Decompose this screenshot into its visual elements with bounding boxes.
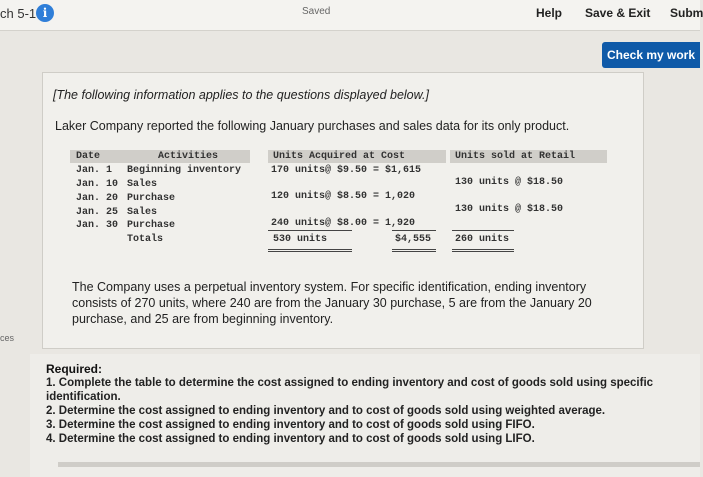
row-date: Jan. 20 <box>76 193 119 204</box>
question-sentence: Laker Company reported the following January purchases and sales data for its only product. <box>55 119 570 133</box>
row-activity: Sales <box>127 179 158 190</box>
header-units-sold: Units sold at Retail <box>455 151 576 162</box>
row-activity: Purchase <box>127 193 176 204</box>
row-units-acquired: 240 units@ $8.00 = 1,920 <box>271 218 416 229</box>
underline <box>452 230 514 231</box>
chapter-title: ch 5-1 <box>0 6 37 21</box>
header-activities: Activities <box>158 151 219 162</box>
check-my-work-button[interactable]: Check my work <box>602 42 700 68</box>
side-label: ces <box>0 333 15 343</box>
requirement-item: 1. Complete the table to determine the cost assigned to ending inventory and cost of goods sold using specific identification. <box>46 377 654 403</box>
row-units-acquired: 120 units@ $8.50 = 1,020 <box>271 191 416 202</box>
totals-label: Totals <box>127 234 164 245</box>
row-date: Jan. 1 <box>76 165 113 176</box>
row-activity: Sales <box>127 207 158 218</box>
intro-text: [The following information applies to the questions displayed below.] <box>53 88 429 102</box>
header-units-acquired: Units Acquired at Cost <box>273 151 406 162</box>
row-date: Jan. 25 <box>76 207 119 218</box>
double-underline <box>268 251 352 252</box>
totals-units: 530 units <box>273 234 328 245</box>
top-toolbar <box>0 0 703 31</box>
row-activity: Beginning inventory <box>127 165 242 176</box>
row-activity: Purchase <box>127 220 176 231</box>
double-underline <box>452 249 514 250</box>
requirement-item: 3. Determine the cost assigned to ending inventory and to cost of goods sold using FIFO. <box>46 419 535 431</box>
underline <box>268 230 352 231</box>
required-heading: Required: <box>46 362 103 376</box>
row-date: Jan. 10 <box>76 179 119 190</box>
double-underline <box>392 249 436 250</box>
underline <box>392 230 436 231</box>
submit-button[interactable]: Subm <box>670 6 703 20</box>
conclusion-text: The Company uses a perpetual inventory system. For specific identification, ending inventory consists of 270 units, where 240 are from the January 30 purchase, 5 are from the January 20 purchase, and 25 are from beginning inventory. <box>72 280 592 326</box>
requirement-item: 4. Determine the cost assigned to ending inventory and to cost of goods sold using LIFO. <box>46 433 535 445</box>
info-icon[interactable]: i <box>36 4 54 22</box>
scrollbar-track[interactable] <box>58 462 700 467</box>
header-date: Date <box>76 151 101 162</box>
totals-cost: $4,555 <box>395 234 432 245</box>
double-underline <box>268 249 352 250</box>
help-button[interactable]: Help <box>536 6 563 20</box>
save-exit-button[interactable]: Save & Exit <box>585 6 651 20</box>
saved-status: Saved <box>302 6 331 17</box>
row-units-sold: 130 units @ $18.50 <box>455 177 564 188</box>
requirement-item: 2. Determine the cost assigned to ending inventory and to cost of goods sold using weighted average. <box>46 405 606 417</box>
totals-sold: 260 units <box>455 234 510 245</box>
row-units-sold: 130 units @ $18.50 <box>455 204 564 215</box>
row-date: Jan. 30 <box>76 220 119 231</box>
double-underline <box>392 251 436 252</box>
double-underline <box>452 251 514 252</box>
row-units-acquired: 170 units@ $9.50 = $1,615 <box>271 165 422 176</box>
